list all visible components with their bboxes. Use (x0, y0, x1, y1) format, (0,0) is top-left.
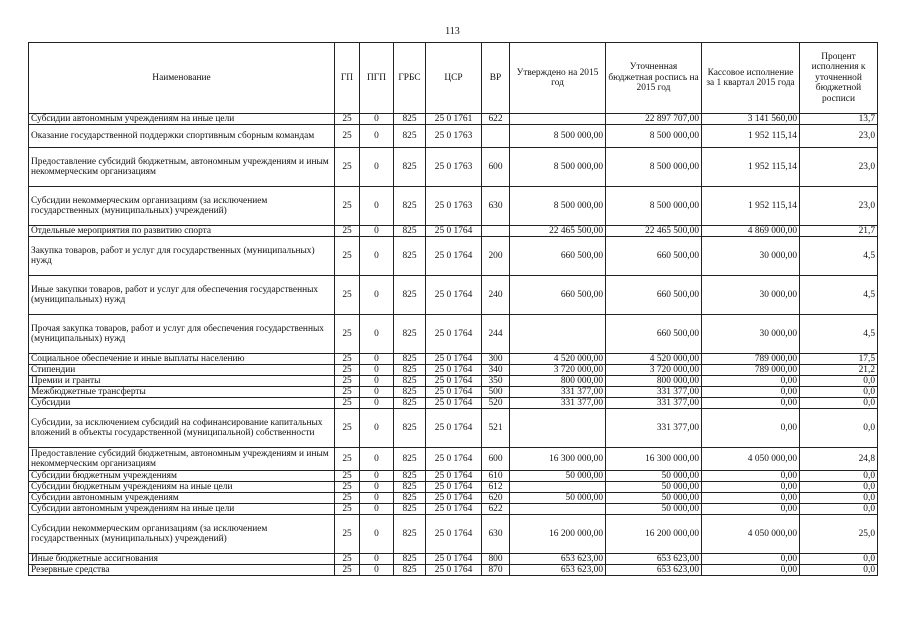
row-vr: 600 (482, 148, 510, 187)
table-row (29, 226, 878, 237)
row-percent: 0,0 (800, 409, 878, 448)
row-refined: 653 623,00 (606, 565, 702, 576)
row-cash: 3 141 560,00 (702, 114, 800, 125)
row-approved: 8 500 000,00 (510, 187, 606, 226)
row-grbs: 825 (394, 226, 426, 237)
row-approved (510, 114, 606, 125)
row-name: Субсидии некоммерческим организациям (за исключением государственных (муниципальных) учреждений) (29, 187, 335, 226)
row-percent: 4,5 (800, 315, 878, 354)
row-grbs: 825 (394, 376, 426, 387)
row-csr: 25 0 1764 (426, 565, 482, 576)
table-header-row (29, 43, 878, 114)
row-vr: 350 (482, 376, 510, 387)
row-refined: 50 000,00 (606, 493, 702, 504)
row-approved (510, 315, 606, 354)
row-vr: 200 (482, 237, 510, 276)
row-pgp: 0 (360, 387, 394, 398)
row-refined: 660 500,00 (606, 315, 702, 354)
row-pgp: 0 (360, 354, 394, 365)
row-csr: 25 0 1764 (426, 554, 482, 565)
row-pgp: 0 (360, 114, 394, 125)
row-percent: 0,0 (800, 482, 878, 493)
row-csr: 25 0 1764 (426, 471, 482, 482)
row-vr: 500 (482, 387, 510, 398)
row-pgp: 0 (360, 515, 394, 554)
header-csr: ЦСР (426, 43, 482, 114)
row-approved: 8 500 000,00 (510, 125, 606, 148)
row-gp: 25 (335, 493, 360, 504)
row-refined: 22 897 707,00 (606, 114, 702, 125)
row-approved: 331 377,00 (510, 398, 606, 409)
row-cash: 1 952 115,14 (702, 148, 800, 187)
row-csr: 25 0 1764 (426, 237, 482, 276)
table-row (29, 409, 878, 448)
row-gp: 25 (335, 504, 360, 515)
row-cash: 0,00 (702, 504, 800, 515)
table-row (29, 565, 878, 576)
row-percent: 0,0 (800, 565, 878, 576)
row-refined: 660 500,00 (606, 276, 702, 315)
row-vr: 600 (482, 448, 510, 471)
row-refined: 4 520 000,00 (606, 354, 702, 365)
row-vr: 240 (482, 276, 510, 315)
row-cash: 4 869 000,00 (702, 226, 800, 237)
row-grbs: 825 (394, 276, 426, 315)
row-cash: 1 952 115,14 (702, 187, 800, 226)
row-name: Предоставление субсидий бюджетным, автономным учреждениям и иным некоммерческим организациям (29, 148, 335, 187)
row-percent: 4,5 (800, 237, 878, 276)
row-csr: 25 0 1761 (426, 114, 482, 125)
table-row (29, 554, 878, 565)
row-csr: 25 0 1764 (426, 276, 482, 315)
row-cash: 4 050 000,00 (702, 448, 800, 471)
header-vr: ВР (482, 43, 510, 114)
row-cash: 0,00 (702, 409, 800, 448)
row-approved: 800 000,00 (510, 376, 606, 387)
row-percent: 13,7 (800, 114, 878, 125)
row-vr: 340 (482, 365, 510, 376)
row-pgp: 0 (360, 493, 394, 504)
row-refined: 331 377,00 (606, 387, 702, 398)
table-row (29, 187, 878, 226)
row-gp: 25 (335, 554, 360, 565)
row-name: Межбюджетные трансферты (29, 387, 335, 398)
row-approved: 50 000,00 (510, 493, 606, 504)
row-refined: 800 000,00 (606, 376, 702, 387)
row-name: Субсидии автономным учреждениям на иные цели (29, 114, 335, 125)
row-vr: 300 (482, 354, 510, 365)
row-csr: 25 0 1764 (426, 448, 482, 471)
row-approved: 50 000,00 (510, 471, 606, 482)
row-csr: 25 0 1764 (426, 493, 482, 504)
row-approved: 660 500,00 (510, 237, 606, 276)
table-row (29, 504, 878, 515)
row-pgp: 0 (360, 187, 394, 226)
row-grbs: 825 (394, 409, 426, 448)
row-approved (510, 409, 606, 448)
row-vr: 630 (482, 515, 510, 554)
row-name: Предоставление субсидий бюджетным, автономным учреждениям и иным некоммерческим организациям (29, 448, 335, 471)
row-pgp: 0 (360, 365, 394, 376)
row-csr: 25 0 1764 (426, 398, 482, 409)
row-gp: 25 (335, 187, 360, 226)
row-gp: 25 (335, 237, 360, 276)
row-name: Отдельные мероприятия по развитию спорта (29, 226, 335, 237)
row-refined: 660 500,00 (606, 237, 702, 276)
budget-table (28, 42, 878, 576)
row-gp: 25 (335, 354, 360, 365)
row-cash: 30 000,00 (702, 276, 800, 315)
header-pgp: ПГП (360, 43, 394, 114)
table-body (29, 114, 878, 576)
row-gp: 25 (335, 125, 360, 148)
row-pgp: 0 (360, 409, 394, 448)
row-refined: 8 500 000,00 (606, 187, 702, 226)
row-vr (482, 125, 510, 148)
row-cash: 789 000,00 (702, 354, 800, 365)
row-percent: 0,0 (800, 504, 878, 515)
row-vr: 612 (482, 482, 510, 493)
row-name: Субсидии автономным учреждениям (29, 493, 335, 504)
table-row (29, 276, 878, 315)
row-vr: 520 (482, 398, 510, 409)
row-percent: 21,2 (800, 365, 878, 376)
row-refined: 8 500 000,00 (606, 148, 702, 187)
row-pgp: 0 (360, 376, 394, 387)
row-vr: 870 (482, 565, 510, 576)
row-csr: 25 0 1764 (426, 315, 482, 354)
row-grbs: 825 (394, 354, 426, 365)
row-grbs: 825 (394, 387, 426, 398)
row-vr: 630 (482, 187, 510, 226)
table-row (29, 387, 878, 398)
row-gp: 25 (335, 515, 360, 554)
row-grbs: 825 (394, 448, 426, 471)
row-grbs: 825 (394, 482, 426, 493)
row-gp: 25 (335, 315, 360, 354)
header-percent: Процент исполнения к уточненной бюджетной росписи (800, 43, 878, 114)
row-approved: 331 377,00 (510, 387, 606, 398)
row-refined: 22 465 500,00 (606, 226, 702, 237)
row-percent: 23,0 (800, 187, 878, 226)
row-csr: 25 0 1763 (426, 187, 482, 226)
row-gp: 25 (335, 387, 360, 398)
row-name: Субсидии некоммерческим организациям (за исключением государственных (муниципальных) учреждений) (29, 515, 335, 554)
row-pgp: 0 (360, 398, 394, 409)
row-refined: 50 000,00 (606, 482, 702, 493)
row-grbs: 825 (394, 565, 426, 576)
row-name: Закупка товаров, работ и услуг для государственных (муниципальных) нужд (29, 237, 335, 276)
header-name: Наименование (29, 43, 335, 114)
row-approved: 8 500 000,00 (510, 148, 606, 187)
row-percent: 24,8 (800, 448, 878, 471)
row-pgp: 0 (360, 565, 394, 576)
row-name: Премии и гранты (29, 376, 335, 387)
row-gp: 25 (335, 276, 360, 315)
row-name: Субсидии, за исключением субсидий на софинансирование капитальных вложений в объекты государственной (муниципальной) собственности (29, 409, 335, 448)
row-name: Субсидии автономным учреждениям на иные цели (29, 504, 335, 515)
row-approved: 4 520 000,00 (510, 354, 606, 365)
row-cash: 0,00 (702, 471, 800, 482)
row-percent: 0,0 (800, 387, 878, 398)
row-name: Стипендии (29, 365, 335, 376)
row-gp: 25 (335, 471, 360, 482)
row-vr: 610 (482, 471, 510, 482)
row-percent: 17,5 (800, 354, 878, 365)
row-approved: 16 200 000,00 (510, 515, 606, 554)
header-gp: ГП (335, 43, 360, 114)
row-grbs: 825 (394, 515, 426, 554)
row-pgp: 0 (360, 237, 394, 276)
table-row (29, 315, 878, 354)
header-approved: Утверждено на 2015 год (510, 43, 606, 114)
row-refined: 50 000,00 (606, 471, 702, 482)
table-row (29, 471, 878, 482)
row-gp: 25 (335, 226, 360, 237)
row-csr: 25 0 1764 (426, 226, 482, 237)
row-cash: 0,00 (702, 565, 800, 576)
row-cash: 0,00 (702, 387, 800, 398)
row-refined: 653 623,00 (606, 554, 702, 565)
row-percent: 0,0 (800, 398, 878, 409)
row-gp: 25 (335, 398, 360, 409)
row-percent: 0,0 (800, 554, 878, 565)
row-vr: 800 (482, 554, 510, 565)
row-vr: 620 (482, 493, 510, 504)
row-cash: 30 000,00 (702, 237, 800, 276)
row-grbs: 825 (394, 504, 426, 515)
table-row (29, 376, 878, 387)
row-grbs: 825 (394, 398, 426, 409)
row-name: Прочая закупка товаров, работ и услуг для обеспечения государственных (муниципальных) нужд (29, 315, 335, 354)
row-csr: 25 0 1764 (426, 409, 482, 448)
row-pgp: 0 (360, 276, 394, 315)
table-row (29, 482, 878, 493)
row-name: Иные бюджетные ассигнования (29, 554, 335, 565)
row-pgp: 0 (360, 448, 394, 471)
row-grbs: 825 (394, 554, 426, 565)
row-vr: 622 (482, 114, 510, 125)
row-pgp: 0 (360, 471, 394, 482)
row-grbs: 825 (394, 493, 426, 504)
row-csr: 25 0 1763 (426, 125, 482, 148)
header-cash: Кассовое исполнение за 1 квартал 2015 года (702, 43, 800, 114)
row-pgp: 0 (360, 315, 394, 354)
row-grbs: 825 (394, 114, 426, 125)
row-csr: 25 0 1763 (426, 148, 482, 187)
row-gp: 25 (335, 365, 360, 376)
row-csr: 25 0 1764 (426, 365, 482, 376)
row-gp: 25 (335, 482, 360, 493)
row-refined: 331 377,00 (606, 398, 702, 409)
row-gp: 25 (335, 409, 360, 448)
row-approved: 653 623,00 (510, 565, 606, 576)
row-name: Оказание государственной поддержки спортивным сборным командам (29, 125, 335, 148)
table-row (29, 125, 878, 148)
row-refined: 331 377,00 (606, 409, 702, 448)
row-pgp: 0 (360, 125, 394, 148)
row-name: Иные закупки товаров, работ и услуг для обеспечения государственных (муниципальных) нужд (29, 276, 335, 315)
row-percent: 4,5 (800, 276, 878, 315)
row-csr: 25 0 1764 (426, 387, 482, 398)
table-row (29, 493, 878, 504)
row-gp: 25 (335, 148, 360, 187)
row-pgp: 0 (360, 504, 394, 515)
table-row (29, 148, 878, 187)
table-row (29, 398, 878, 409)
table-row (29, 515, 878, 554)
row-percent: 25,0 (800, 515, 878, 554)
row-csr: 25 0 1764 (426, 504, 482, 515)
row-gp: 25 (335, 565, 360, 576)
row-cash: 30 000,00 (702, 315, 800, 354)
table-row (29, 448, 878, 471)
header-refined: Уточненная бюджетная роспись на 2015 год (606, 43, 702, 114)
page-number: 113 (445, 26, 460, 37)
row-pgp: 0 (360, 226, 394, 237)
row-name: Субсидии бюджетным учреждениям (29, 471, 335, 482)
row-approved: 16 300 000,00 (510, 448, 606, 471)
row-percent: 23,0 (800, 148, 878, 187)
row-cash: 0,00 (702, 398, 800, 409)
row-cash: 0,00 (702, 554, 800, 565)
row-vr: 244 (482, 315, 510, 354)
row-refined: 16 300 000,00 (606, 448, 702, 471)
row-grbs: 825 (394, 315, 426, 354)
row-percent: 0,0 (800, 493, 878, 504)
row-csr: 25 0 1764 (426, 515, 482, 554)
row-name: Социальное обеспечение и иные выплаты населению (29, 354, 335, 365)
row-cash: 1 952 115,14 (702, 125, 800, 148)
row-approved (510, 504, 606, 515)
row-approved (510, 482, 606, 493)
row-vr: 622 (482, 504, 510, 515)
row-csr: 25 0 1764 (426, 376, 482, 387)
row-gp: 25 (335, 448, 360, 471)
row-grbs: 825 (394, 365, 426, 376)
row-refined: 50 000,00 (606, 504, 702, 515)
row-grbs: 825 (394, 471, 426, 482)
row-csr: 25 0 1764 (426, 354, 482, 365)
row-cash: 0,00 (702, 493, 800, 504)
table-row (29, 114, 878, 125)
row-refined: 3 720 000,00 (606, 365, 702, 376)
row-grbs: 825 (394, 125, 426, 148)
row-name: Субсидии (29, 398, 335, 409)
row-name: Резервные средства (29, 565, 335, 576)
row-cash: 0,00 (702, 376, 800, 387)
table-row (29, 354, 878, 365)
row-percent: 0,0 (800, 471, 878, 482)
row-name: Субсидии бюджетным учреждениям на иные цели (29, 482, 335, 493)
row-gp: 25 (335, 114, 360, 125)
row-cash: 0,00 (702, 482, 800, 493)
row-refined: 16 200 000,00 (606, 515, 702, 554)
row-percent: 21,7 (800, 226, 878, 237)
row-vr: 521 (482, 409, 510, 448)
table-row (29, 365, 878, 376)
row-cash: 4 050 000,00 (702, 515, 800, 554)
row-csr: 25 0 1764 (426, 482, 482, 493)
row-cash: 789 000,00 (702, 365, 800, 376)
row-approved: 653 623,00 (510, 554, 606, 565)
row-gp: 25 (335, 376, 360, 387)
table-row (29, 237, 878, 276)
row-pgp: 0 (360, 148, 394, 187)
row-approved: 22 465 500,00 (510, 226, 606, 237)
row-grbs: 825 (394, 237, 426, 276)
row-approved: 660 500,00 (510, 276, 606, 315)
header-grbs: ГРБС (394, 43, 426, 114)
row-pgp: 0 (360, 482, 394, 493)
row-approved: 3 720 000,00 (510, 365, 606, 376)
row-pgp: 0 (360, 554, 394, 565)
row-vr (482, 226, 510, 237)
row-percent: 0,0 (800, 376, 878, 387)
row-grbs: 825 (394, 187, 426, 226)
row-refined: 8 500 000,00 (606, 125, 702, 148)
row-percent: 23,0 (800, 125, 878, 148)
row-grbs: 825 (394, 148, 426, 187)
